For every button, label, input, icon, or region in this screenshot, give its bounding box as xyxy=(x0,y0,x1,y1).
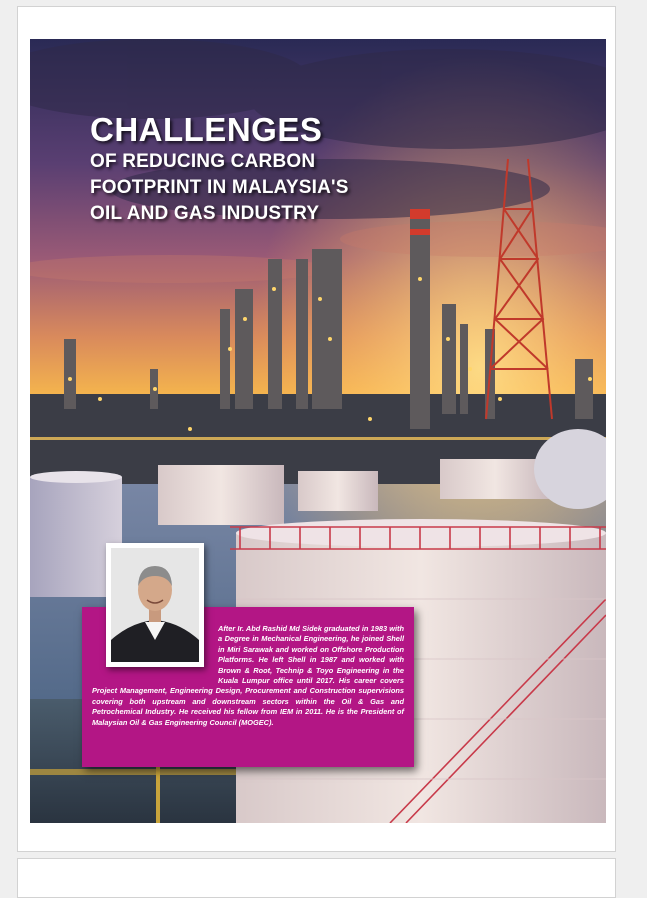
author-photo xyxy=(111,548,199,662)
refinery-photo xyxy=(30,39,606,823)
author-bio-text: After Ir. Abd Rashid Md Sidek graduated in 1983 with a Degree in Mechanical Engineering, he joined Shell in Miri Sarawak and worked on Offshore Production Platforms. He left Shell in 1987 and worked with Brown & Root, Technip & Toyo Engineering in the Kuala Lumpur office until 2017. His career covers Project Management, Engineering Design, Procurement and Construction supervisions covering both upstream and downstream sectors within the Oil & Gas and Petrochemical Industry. He received his fellow from IEM in 2011. He is the President of Malaysian Oil & Gas Engineering Council (MOGEC). xyxy=(92,624,404,727)
author-portrait xyxy=(106,543,204,667)
title-main: CHALLENGES xyxy=(90,111,323,148)
article-title xyxy=(90,111,349,227)
next-page xyxy=(17,858,616,898)
document-page xyxy=(17,6,616,852)
title-line-2: FOOTPRINT IN MALAYSIA'S xyxy=(90,177,349,198)
title-line-1: OF REDUCING CARBON xyxy=(90,151,316,172)
title-line-3: OIL AND GAS INDUSTRY xyxy=(90,203,320,224)
